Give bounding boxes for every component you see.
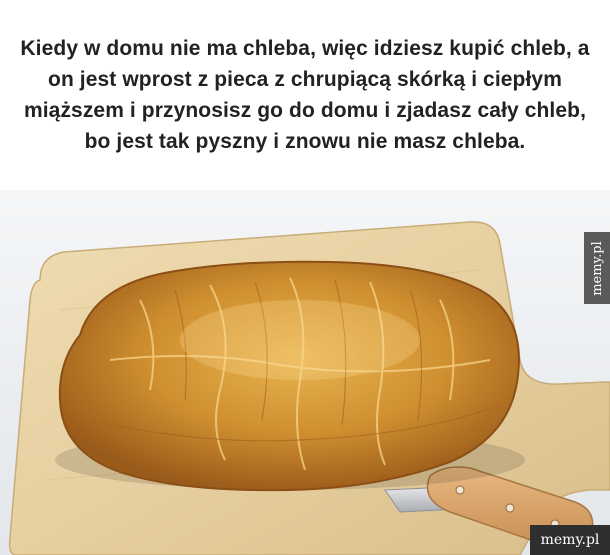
bread-highlight <box>180 300 420 380</box>
watermark-side <box>584 232 610 304</box>
watermark-corner <box>530 525 610 555</box>
bread-photo <box>0 190 610 555</box>
bread-illustration <box>0 190 610 555</box>
watermark-corner-text: memy.pl <box>540 532 600 548</box>
meme-caption-area <box>0 0 610 190</box>
knife-rivet <box>456 486 464 494</box>
meme-caption: Kiedy w domu nie ma chleba, więc idziesz kupić chleb, a on jest wprost z pieca z chrupiącą skórką i ciepłym miąższem i przynosisz go do domu i zjadasz cały chleb, bo jest tak pyszny i znowu nie masz chleba. <box>20 37 590 153</box>
watermark-side-text: memy.pl <box>589 240 605 296</box>
knife-rivet <box>506 504 514 512</box>
